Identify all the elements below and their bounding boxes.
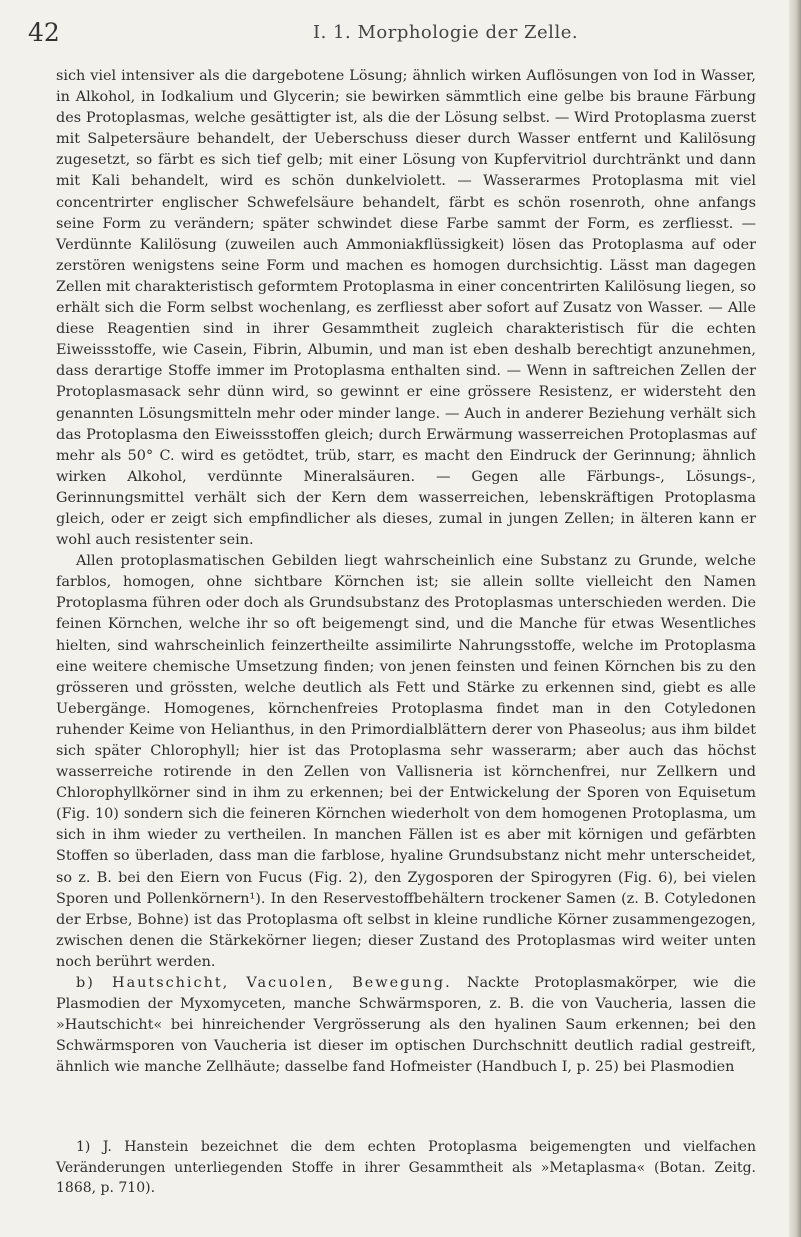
footnote-text: 1) J. Hanstein bezeichnet die dem echten Protoplasma beigemengten und vielfachen Veränderungen unterliegenden Stoffe in ihrer Gesammtheit als »Metaplasma« (Botan. Zeitg. 1868, p. 710). bbox=[56, 1139, 756, 1196]
page-header bbox=[28, 18, 761, 58]
running-head: I. 1. Morphologie der Zelle. bbox=[313, 22, 579, 43]
paragraph: Allen protoplasmatischen Gebilden liegt wahrscheinlich eine Substanz zu Grunde, welche farblos, homogen, ohne sichtbare Körnchen ist; sie allein sollte vielleicht den Namen Protoplasma führen oder doch als Grundsubstanz des Protoplasmas unterschieden werden. Die feinen Körnchen, welche ihr so oft beigemengt sind, und die Manche für etwas Wesentliches hielten, sind wahrscheinlich feinzertheilte assimilirte Nahrungsstoffe, welche im Protoplasma eine weitere chemische Umsetzung finden; von jenen feinsten und feinen Körnchen bis zu den grösseren und grössten, welche deutlich als Fett und Stärke zu erkennen sind, giebt es alle Uebergänge. Homogenes, körnchenfreies Protoplasma findet man in den Cotyledonen ruhender Keime von Helianthus, in den Primordialblättern derer von Phaseolus; aus ihm bildet sich später Chlorophyll; hier ist das Protoplasma sehr wasserarm; aber auch das höchst wasserreiche rotirende in den Zellen von Vallisneria ist körnchenfrei, nur Zellkern und Chlorophyllkörner sind in ihm zu erkennen; bei der Entwickelung der Sporen von Equisetum (Fig. 10) sondern sich die feineren Körnchen wiederholt von dem homogenen Protoplasma, um sich in ihm wieder zu vertheilen. In manchen Fällen ist es aber mit körnigen und gefärbten Stoffen so überladen, dass man die farblose, hyaline Grundsubstanz nicht mehr unterscheidet, so z. B. bei den Eiern von Fucus (Fig. 2), den Zygosporen der Spirogyren (Fig. 6), bei vielen Sporen und Pollenkörnern¹). In den Reservestoffbehältern trockener Samen (z. B. Cotyledonen der Erbse, Bohne) ist das Protoplasma oft selbst in kleine rundliche Körner zusammengezogen, zwischen denen die Stärkekörner liegen; dieser Zustand des Protoplasmas wird weiter unten noch berührt werden. bbox=[56, 553, 756, 970]
footnote bbox=[56, 1137, 756, 1199]
paragraph: sich viel intensiver als die dargebotene Lösung; ähnlich wirken Auflösungen von Iod in Wasser, in Alkohol, in Iodkalium und Glycerin; sie bewirken sämmtlich eine gelbe bis braune Färbung des Protoplasmas, welche gesättigter ist, als die der Lösung selbst. — Wird Protoplasma zuerst mit Salpetersäure behandelt, der Ueberschuss dieser durch Wasser entfernt und Kalilösung zugesetzt, so färbt es sich tief gelb; mit einer Lösung von Kupfervitriol durchtränkt und dann mit Kali behandelt, wird es schön dunkelviolett. — Wasserarmes Protoplasma mit viel concentrirter englischer Schwefelsäure behandelt, färbt es schön rosenroth, ohne anfangs seine Form zu verändern; später schwindet diese Farbe sammt der Form, es zerfliesst. — Verdünnte Kalilösung (zuweilen auch Ammoniakflüssigkeit) lösen das Protoplasma auf oder zerstören wenigstens seine Form und machen es homogen durchsichtig. Lässt man dagegen Zellen mit charakteristisch geformtem Protoplasma in einer concentrirten Kalilösung liegen, so erhält sich die Form selbst wochenlang, es zerfliesst aber sofort auf Zusatz von Wasser. — Alle diese Reagentien sind in ihrer Gesammtheit zugleich charakteristisch für die echten Eiweissstoffe, wie Casein, Fibrin, Albumin, und man ist eben deshalb berechtigt anzunehmen, dass derartige Stoffe immer im Protoplasma enthalten sind. — Wenn in saftreichen Zellen der Protoplasmasack sehr dünn wird, so gewinnt er eine grössere Resistenz, er widersteht den genannten Lösungsmitteln mehr oder minder lange. — Auch in anderer Beziehung verhält sich das Protoplasma den Eiweissstoffen gleich; durch Erwärmung wasserreichen Protoplasmas auf mehr als 50° C. wird es getödtet, trüb, starr, es macht den Eindruck der Gerinnung; ähnlich wirken Alkohol, verdünnte Mineralsäuren. — Gegen alle Färbungs-, Lösungs-, Gerinnungsmittel verhält sich der Kern dem wasserreichen, lebenskräftigen Protoplasma gleich, oder er zeigt sich empfindlicher als dieses, zumal in jungen Zellen; in älteren kann er wohl auch resistenter sein. bbox=[56, 68, 756, 549]
section-heading: b) Hautschicht, Vacuolen, Bewegung. bbox=[76, 975, 452, 992]
page-number: 42 bbox=[28, 18, 60, 47]
paragraph bbox=[56, 973, 756, 1078]
paragraph-text: Nackte Protoplasmakörper, wie die Plasmodien der Myxomyceten, manche Schwärmsporen, z. B. die von Vaucheria, lassen die »Hautschicht« bei hinreichender Vergrösserung als den hyalinen Saum erkennen; bei den Schwärmsporen von Vaucheria ist dieser im optischen Durchschnitt deutlich radial gestreift, ähnlich wie manche Zellhäute; dasselbe fand Hofmeister (Handbuch I, p. 25) bei Plasmodien bbox=[56, 975, 756, 1076]
page-edge bbox=[789, 0, 801, 1237]
body-text bbox=[56, 66, 756, 1079]
